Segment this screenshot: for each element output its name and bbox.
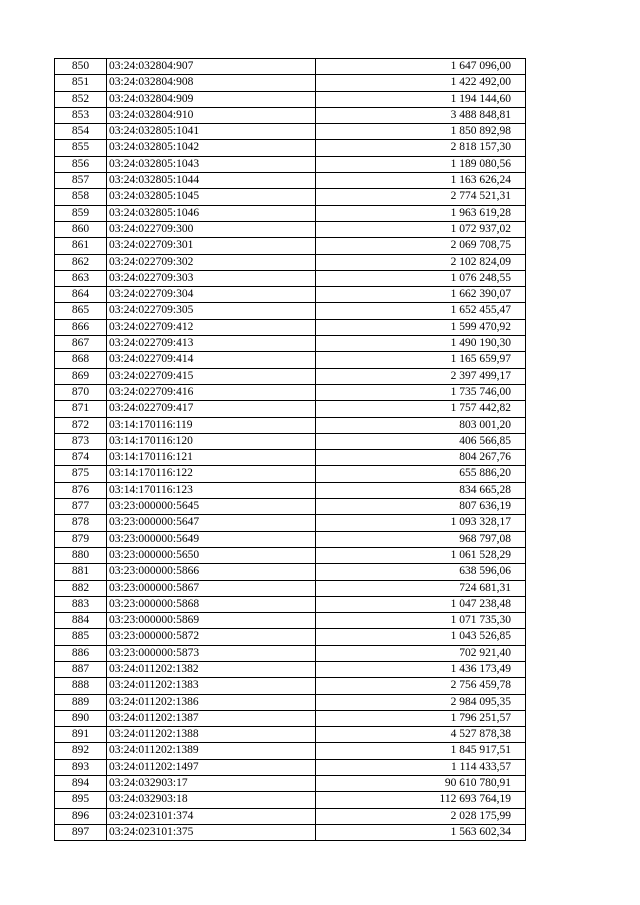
- cadastral-number-cell: 03:24:011202:1386: [107, 694, 316, 710]
- table-row: [55, 678, 526, 694]
- row-number-cell: 885: [55, 629, 107, 645]
- cadastral-number-cell: 03:23:000000:5650: [107, 547, 316, 563]
- cadastral-number-cell: 03:24:032805:1041: [107, 124, 316, 140]
- cadastral-value-cell: 1 436 173,49: [316, 661, 526, 677]
- row-number-cell: 865: [55, 303, 107, 319]
- row-number-cell: 860: [55, 221, 107, 237]
- table-row: [55, 531, 526, 547]
- cadastral-number-cell: 03:24:032805:1045: [107, 189, 316, 205]
- row-number-cell: 873: [55, 433, 107, 449]
- cadastral-value-cell: 2 756 459,78: [316, 678, 526, 694]
- row-number-cell: 884: [55, 613, 107, 629]
- cadastral-value-cell: 1 072 937,02: [316, 221, 526, 237]
- cadastral-value-cell: 834 665,28: [316, 482, 526, 498]
- cadastral-number-cell: 03:24:011202:1387: [107, 710, 316, 726]
- cadastral-value-cell: 807 636,19: [316, 499, 526, 515]
- cadastral-value-cell: 724 681,31: [316, 580, 526, 596]
- cadastral-value-cell: 2 397 499,17: [316, 368, 526, 384]
- table-row: [55, 433, 526, 449]
- row-number-cell: 868: [55, 352, 107, 368]
- row-number-cell: 876: [55, 482, 107, 498]
- row-number-cell: 890: [55, 710, 107, 726]
- cadastral-value-cell: 2 102 824,09: [316, 254, 526, 270]
- cadastral-value-cell: 1 076 248,55: [316, 270, 526, 286]
- cadastral-number-cell: 03:24:022709:412: [107, 319, 316, 335]
- table-row: [55, 564, 526, 580]
- table-row: [55, 661, 526, 677]
- row-number-cell: 855: [55, 140, 107, 156]
- cadastral-value-cell: 1 796 251,57: [316, 710, 526, 726]
- cadastral-number-cell: 03:24:011202:1389: [107, 743, 316, 759]
- cadastral-value-cell: 2 069 708,75: [316, 238, 526, 254]
- cadastral-value-cell: 1 490 190,30: [316, 336, 526, 352]
- cadastral-number-cell: 03:24:022709:300: [107, 221, 316, 237]
- cadastral-value-cell: 1 114 433,57: [316, 759, 526, 775]
- table-row: [55, 140, 526, 156]
- cadastral-number-cell: 03:24:032805:1043: [107, 156, 316, 172]
- cadastral-number-cell: 03:14:170116:122: [107, 466, 316, 482]
- row-number-cell: 891: [55, 727, 107, 743]
- table-row: [55, 645, 526, 661]
- cadastral-number-cell: 03:24:022709:302: [107, 254, 316, 270]
- table-row: [55, 368, 526, 384]
- row-number-cell: 875: [55, 466, 107, 482]
- row-number-cell: 889: [55, 694, 107, 710]
- cadastral-number-cell: 03:24:032903:17: [107, 776, 316, 792]
- table-row: [55, 694, 526, 710]
- table-row: [55, 336, 526, 352]
- cadastral-number-cell: 03:24:022709:416: [107, 384, 316, 400]
- cadastral-number-cell: 03:24:022709:417: [107, 401, 316, 417]
- row-number-cell: 864: [55, 287, 107, 303]
- cadastral-value-cell: 702 921,40: [316, 645, 526, 661]
- table-row: [55, 759, 526, 775]
- cadastral-number-cell: 03:24:011202:1388: [107, 727, 316, 743]
- cadastral-number-cell: 03:24:022709:304: [107, 287, 316, 303]
- row-number-cell: 857: [55, 173, 107, 189]
- cadastral-number-cell: 03:24:022709:301: [107, 238, 316, 254]
- table-row: [55, 547, 526, 563]
- cadastral-number-cell: 03:14:170116:119: [107, 417, 316, 433]
- table-row: [55, 319, 526, 335]
- cadastral-value-cell: 1 043 526,85: [316, 629, 526, 645]
- cadastral-number-cell: 03:23:000000:5868: [107, 596, 316, 612]
- row-number-cell: 880: [55, 547, 107, 563]
- cadastral-value-cell: 2 028 175,99: [316, 808, 526, 824]
- table-row: [55, 124, 526, 140]
- cadastral-value-cell: 112 693 764,19: [316, 792, 526, 808]
- table-row: [55, 515, 526, 531]
- cadastral-value-cell: 1 757 442,82: [316, 401, 526, 417]
- table-row: [55, 613, 526, 629]
- row-number-cell: 888: [55, 678, 107, 694]
- cadastral-value-cell: 2 984 095,35: [316, 694, 526, 710]
- row-number-cell: 858: [55, 189, 107, 205]
- table-row: [55, 303, 526, 319]
- row-number-cell: 879: [55, 531, 107, 547]
- row-number-cell: 859: [55, 205, 107, 221]
- row-number-cell: 869: [55, 368, 107, 384]
- row-number-cell: 895: [55, 792, 107, 808]
- table-row: [55, 450, 526, 466]
- row-number-cell: 856: [55, 156, 107, 172]
- table-row: [55, 270, 526, 286]
- table-row: [55, 727, 526, 743]
- row-number-cell: 878: [55, 515, 107, 531]
- row-number-cell: 861: [55, 238, 107, 254]
- row-number-cell: 874: [55, 450, 107, 466]
- table-row: [55, 287, 526, 303]
- row-number-cell: 893: [55, 759, 107, 775]
- cadastral-value-cell: 1 647 096,00: [316, 59, 526, 75]
- cadastral-value-cell: 1 165 659,97: [316, 352, 526, 368]
- table-row: [55, 596, 526, 612]
- table-row: [55, 710, 526, 726]
- cadastral-value-cell: 1 662 390,07: [316, 287, 526, 303]
- row-number-cell: 853: [55, 107, 107, 123]
- row-number-cell: 896: [55, 808, 107, 824]
- table-row: [55, 91, 526, 107]
- table-row: [55, 580, 526, 596]
- row-number-cell: 892: [55, 743, 107, 759]
- cadastral-value-cell: 1 599 470,92: [316, 319, 526, 335]
- table-row: [55, 238, 526, 254]
- cadastral-number-cell: 03:24:032805:1042: [107, 140, 316, 156]
- row-number-cell: 851: [55, 75, 107, 91]
- row-number-cell: 887: [55, 661, 107, 677]
- cadastral-number-cell: 03:23:000000:5645: [107, 499, 316, 515]
- cadastral-number-cell: 03:23:000000:5869: [107, 613, 316, 629]
- cadastral-number-cell: 03:24:011202:1383: [107, 678, 316, 694]
- cadastral-number-cell: 03:24:032805:1046: [107, 205, 316, 221]
- cadastral-number-cell: 03:24:023101:374: [107, 808, 316, 824]
- table-row: [55, 254, 526, 270]
- table-row: [55, 776, 526, 792]
- row-number-cell: 862: [55, 254, 107, 270]
- cadastral-value-cell: 1 735 746,00: [316, 384, 526, 400]
- cadastral-number-cell: 03:24:011202:1497: [107, 759, 316, 775]
- cadastral-value-cell: 655 886,20: [316, 466, 526, 482]
- cadastral-value-cell: 3 488 848,81: [316, 107, 526, 123]
- table-row: [55, 156, 526, 172]
- cadastral-value-cell: 968 797,08: [316, 531, 526, 547]
- table-row: [55, 205, 526, 221]
- cadastral-number-cell: 03:14:170116:120: [107, 433, 316, 449]
- row-number-cell: 883: [55, 596, 107, 612]
- cadastral-value-cell: 2 774 521,31: [316, 189, 526, 205]
- cadastral-value-cell: 1 194 144,60: [316, 91, 526, 107]
- table-row: [55, 466, 526, 482]
- cadastral-value-cell: 90 610 780,91: [316, 776, 526, 792]
- row-number-cell: 882: [55, 580, 107, 596]
- table-row: [55, 75, 526, 91]
- row-number-cell: 871: [55, 401, 107, 417]
- registry-table: [54, 58, 526, 841]
- table-row: [55, 189, 526, 205]
- cadastral-value-cell: 406 566,85: [316, 433, 526, 449]
- cadastral-value-cell: 2 818 157,30: [316, 140, 526, 156]
- cadastral-number-cell: 03:24:023101:375: [107, 824, 316, 840]
- cadastral-number-cell: 03:24:032804:908: [107, 75, 316, 91]
- cadastral-value-cell: 1 845 917,51: [316, 743, 526, 759]
- cadastral-number-cell: 03:24:032804:909: [107, 91, 316, 107]
- row-number-cell: 872: [55, 417, 107, 433]
- cadastral-number-cell: 03:23:000000:5872: [107, 629, 316, 645]
- cadastral-number-cell: 03:24:022709:303: [107, 270, 316, 286]
- cadastral-value-cell: 1 422 492,00: [316, 75, 526, 91]
- cadastral-value-cell: 1 071 735,30: [316, 613, 526, 629]
- cadastral-value-cell: 1 652 455,47: [316, 303, 526, 319]
- cadastral-number-cell: 03:24:022709:305: [107, 303, 316, 319]
- cadastral-number-cell: 03:14:170116:123: [107, 482, 316, 498]
- cadastral-value-cell: 803 001,20: [316, 417, 526, 433]
- row-number-cell: 852: [55, 91, 107, 107]
- table-row: [55, 792, 526, 808]
- cadastral-number-cell: 03:23:000000:5873: [107, 645, 316, 661]
- table-row: [55, 499, 526, 515]
- row-number-cell: 866: [55, 319, 107, 335]
- table-row: [55, 384, 526, 400]
- table-row: [55, 808, 526, 824]
- row-number-cell: 854: [55, 124, 107, 140]
- cadastral-number-cell: 03:23:000000:5867: [107, 580, 316, 596]
- cadastral-value-cell: 1 563 602,34: [316, 824, 526, 840]
- row-number-cell: 897: [55, 824, 107, 840]
- row-number-cell: 863: [55, 270, 107, 286]
- cadastral-value-cell: 1 093 328,17: [316, 515, 526, 531]
- cadastral-number-cell: 03:24:011202:1382: [107, 661, 316, 677]
- table-row: [55, 629, 526, 645]
- cadastral-number-cell: 03:24:032903:18: [107, 792, 316, 808]
- cadastral-number-cell: 03:24:032804:907: [107, 59, 316, 75]
- row-number-cell: 877: [55, 499, 107, 515]
- cadastral-number-cell: 03:24:022709:415: [107, 368, 316, 384]
- table-row: [55, 401, 526, 417]
- cadastral-value-cell: 1 963 619,28: [316, 205, 526, 221]
- cadastral-number-cell: 03:23:000000:5647: [107, 515, 316, 531]
- table-row: [55, 107, 526, 123]
- cadastral-value-cell: 638 596,06: [316, 564, 526, 580]
- table-row: [55, 417, 526, 433]
- cadastral-value-cell: 1 163 626,24: [316, 173, 526, 189]
- cadastral-value-cell: 1 850 892,98: [316, 124, 526, 140]
- table-row: [55, 352, 526, 368]
- row-number-cell: 850: [55, 59, 107, 75]
- row-number-cell: 867: [55, 336, 107, 352]
- registry-table-body: [55, 59, 526, 841]
- cadastral-number-cell: 03:23:000000:5866: [107, 564, 316, 580]
- cadastral-number-cell: 03:24:022709:414: [107, 352, 316, 368]
- cadastral-value-cell: 1 189 080,56: [316, 156, 526, 172]
- cadastral-value-cell: 4 527 878,38: [316, 727, 526, 743]
- cadastral-number-cell: 03:24:022709:413: [107, 336, 316, 352]
- table-row: [55, 824, 526, 840]
- table-row: [55, 59, 526, 75]
- cadastral-number-cell: 03:24:032804:910: [107, 107, 316, 123]
- cadastral-value-cell: 1 061 528,29: [316, 547, 526, 563]
- table-row: [55, 221, 526, 237]
- cadastral-number-cell: 03:24:032805:1044: [107, 173, 316, 189]
- row-number-cell: 894: [55, 776, 107, 792]
- row-number-cell: 870: [55, 384, 107, 400]
- table-row: [55, 173, 526, 189]
- cadastral-number-cell: 03:14:170116:121: [107, 450, 316, 466]
- cadastral-value-cell: 804 267,76: [316, 450, 526, 466]
- table-row: [55, 482, 526, 498]
- cadastral-number-cell: 03:23:000000:5649: [107, 531, 316, 547]
- table-row: [55, 743, 526, 759]
- cadastral-value-cell: 1 047 238,48: [316, 596, 526, 612]
- row-number-cell: 886: [55, 645, 107, 661]
- row-number-cell: 881: [55, 564, 107, 580]
